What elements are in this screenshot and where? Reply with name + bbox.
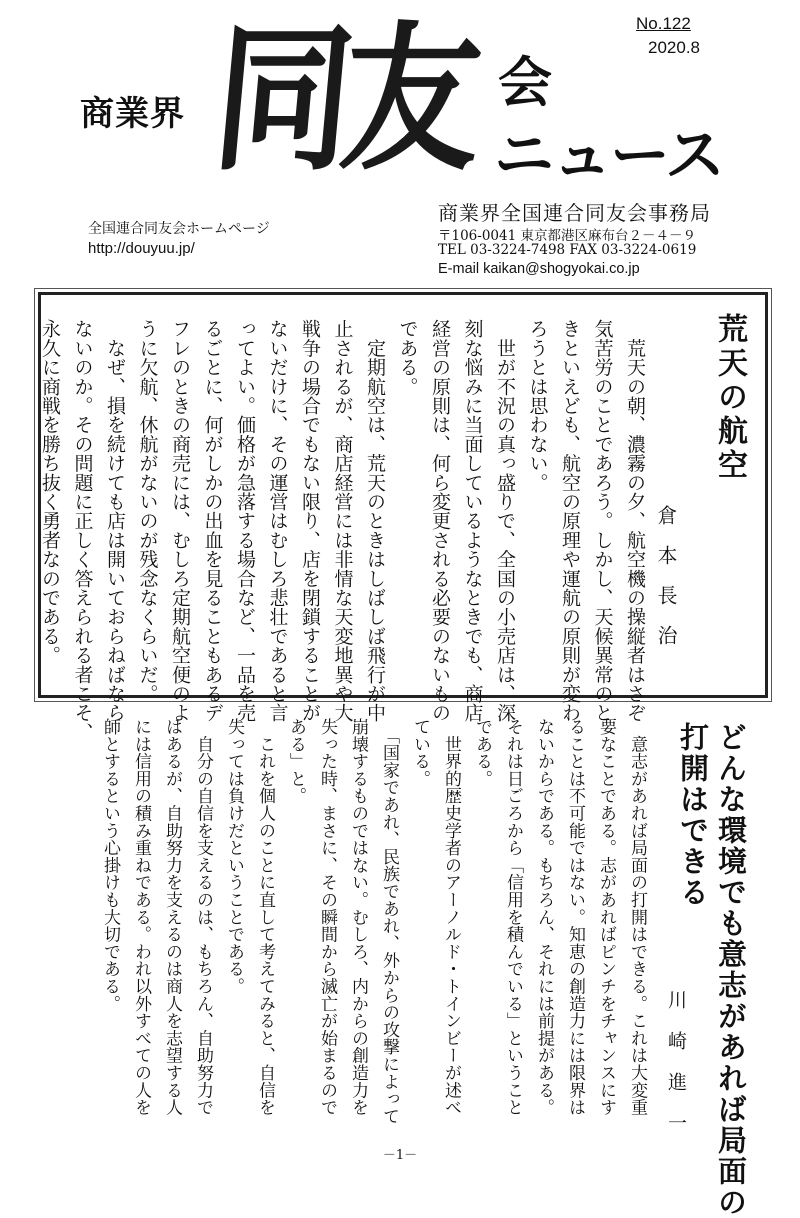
masthead-prefix: 商業界 [80,94,185,134]
homepage-url[interactable]: http://douyuu.jp/ [88,240,195,257]
article2-author: 川崎進一 [665,990,687,1154]
page-number: －1－ [382,1148,418,1163]
article-box-inner [39,295,765,742]
article1-body: 荒天の朝、濃霧の夕、航空機の操縦者はさぞ 気苦労のことであろう。しかし、天候異常のと きといえども、航空の原理や運航の原則が変わ ろうとは思わない。 世が不況の真っ盛りで、全国の小売店は、深 刻な悩みに当面しているようなときでも、商店 経営の原則は、何ら変更される必要のないもの である。 定期航空は、荒天のときはしばしば飛行が中 止されるが、商店経営には非情な天変地異や大 戦争の場合でもない限り、店を閉鎖することが ないだけに、その運営はむしろ悲壮であると言 ってよい。価格が急落する場合など、一品を売 るごとに、何がしかの出血を見ることもあるデ フレのときの商売には、むしろ定期航空便のよ うに欠航、休航がないのが残念なくらいだ。 なぜ、損を続けても店は開いておらねばなら ないのか。その問題に正しく答えられる者こそ、 永久に商戦を勝ち抜く勇者なのである。 [39,319,646,742]
article1-author: 倉本長治 [654,505,678,665]
masthead-calligraphy: 同友 [206,5,480,193]
issue-number: No.122 [636,14,691,33]
homepage-label: 全国連合同友会ホームページ [88,221,270,237]
office-address: 〒106-0041 東京都港区麻布台２－４－９ [438,228,696,244]
office-tel-fax: TEL 03-3224-7498 FAX 03-3224-0619 [438,242,697,258]
office-email[interactable]: E-mail kaikan@shogyokai.co.jp [438,261,640,277]
office-name: 商業界全国連合同友会事務局 [438,201,711,225]
article2-body: 意志があれば局面の打開はできる。これは大変重 要なことである。志があればピンチをチャンスにす ることは不可能ではない。知恵の創造力には限界は ないからである。もちろん、それには前提がある。 それは日ごろから「信用を積んでいる」ということ である。 世界的歴史学者のアーノルド・トインビーが述べ ている。 「国家であれ、民族であれ、外からの攻撃によって 崩壊するものではない。むしろ、内からの創造力を 失った時、まさに、その瞬間から滅亡が始まるので ある」と。 これを個人のことに直して考えてみると、自信を 失っては負けだということである。 自分の自信を支えるのは、もちろん、自助努力で はあるが、自助努力を支えるのは商人を志望する人 には信用の積み重ねである。われ以外すべての人を 師とするという心掛けも大切である。 [100,718,647,1125]
article1-title: 荒天の航空 [712,313,747,483]
article-box [38,292,768,742]
article2-title: どんな環境でも意志があれば局面の 打開はできる [676,722,748,1218]
masthead-kai: 会 [498,51,552,114]
issue-date: 2020.8 [648,38,700,57]
masthead-news: ニュース [494,121,723,191]
